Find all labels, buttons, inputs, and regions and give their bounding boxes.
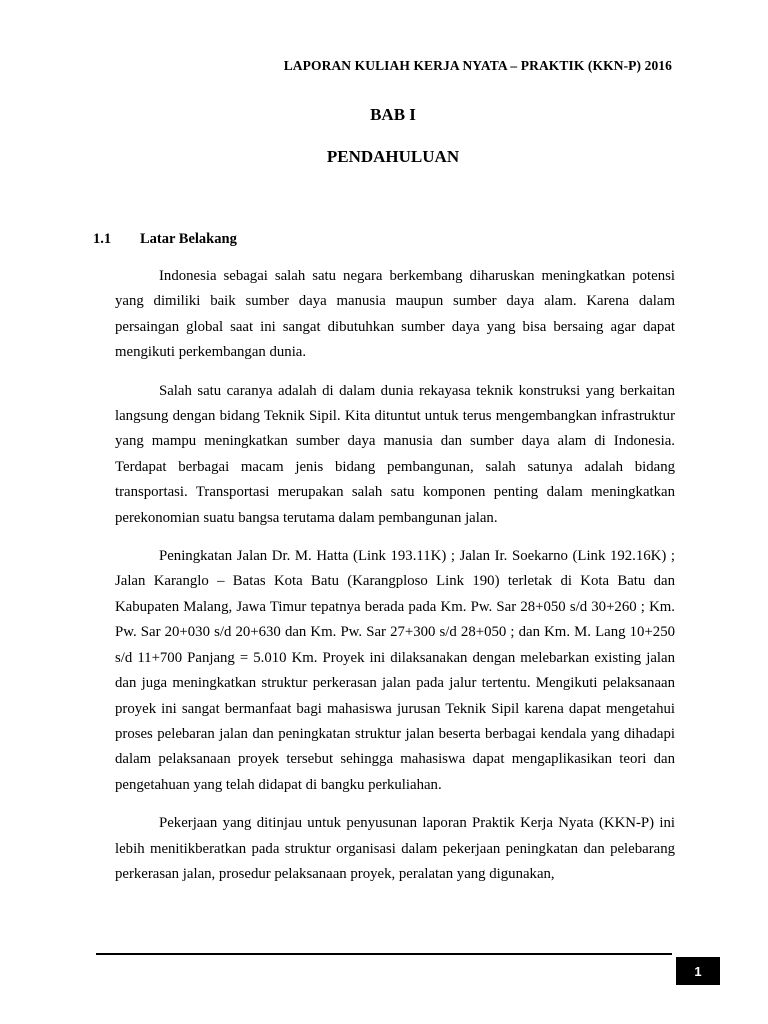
chapter-title: PENDAHULUAN xyxy=(326,147,460,166)
section-title: Latar Belakang xyxy=(140,231,237,247)
paragraph: Salah satu caranya adalah di dalam dunia rekayasa teknik konstruksi yang berkaitan langsung dengan bidang Teknik Sipil. Kita dituntut untuk terus mengembangkan infrastruktur yang mampu meningkatkan sumber daya manusia dan sumber daya alam di Indonesia. Terdapat berbagai macam jenis bidang pembangunan, salah satunya adalah bidang transportasi. Transportasi merupakan salah satu komponen penting dalam meningkatkan perekonomian suatu bangsa terutama dalam pembangunan jalan. xyxy=(115,382,675,526)
body-text xyxy=(115,264,675,900)
page-number xyxy=(676,957,720,985)
footer-rule xyxy=(96,953,672,955)
page-number-label: 1 xyxy=(694,963,702,979)
running-header: LAPORAN KULIAH KERJA NYATA – PRAKTIK (KKN-P) 2016 xyxy=(283,58,672,73)
section-heading xyxy=(93,231,237,248)
chapter-number: BAB I xyxy=(370,105,416,124)
paragraph: Peningkatan Jalan Dr. M. Hatta (Link 193.11K) ; Jalan Ir. Soekarno (Link 192.16K) ; Jalan Karanglo – Batas Kota Batu (Karangploso Link 190) terletak di Kota Batu dan Kabupaten Malang, Jawa Timur tepatnya berada pada Km. Pw. Sar 28+050 s/d 30+260 ; Km. Pw. Sar 20+030 s/d 20+630 dan Km. Pw. Sar 27+300 s/d 28+050 ; dan Km. M. Lang 10+250 s/d 11+700 Panjang = 5.010 Km. Proyek ini dilaksanakan dengan melebarkan existing jalan dan juga meningkatkan struktur perkerasan jalan pada jalur tertentu. Mengikuti pelaksanaan proyek ini sangat bermanfaat bagi mahasiswa jurusan Teknik Sipil karena dapat mengetahui proses pelebaran jalan dan peningkatan struktur jalan beserta berbagai kendala yang dihadapi dalam pelaksanaan proyek tersebut sehingga mahasiswa dapat mengaplikasikan teori dan pengetahuan yang telah didapat di bangku perkuliahan. xyxy=(115,548,675,793)
section-number: 1.1 xyxy=(93,231,112,247)
paragraph: Indonesia sebagai salah satu negara berkembang diharuskan meningkatkan potensi yang dimiliki baik sumber daya manusia maupun sumber daya alam. Karena dalam persaingan global saat ini sangat dibutuhkan sumber daya yang bisa bersaing agar dapat mengikuti perkembangan dunia. xyxy=(115,268,675,361)
paragraph: Pekerjaan yang ditinjau untuk penyusunan laporan Praktik Kerja Nyata (KKN-P) ini lebih menitikberatkan pada struktur organisasi dalam pekerjaan peningkatan dan pelebarang perkerasan jalan, prosedur pelaksanaan proyek, peralatan yang digunakan, xyxy=(115,815,675,882)
